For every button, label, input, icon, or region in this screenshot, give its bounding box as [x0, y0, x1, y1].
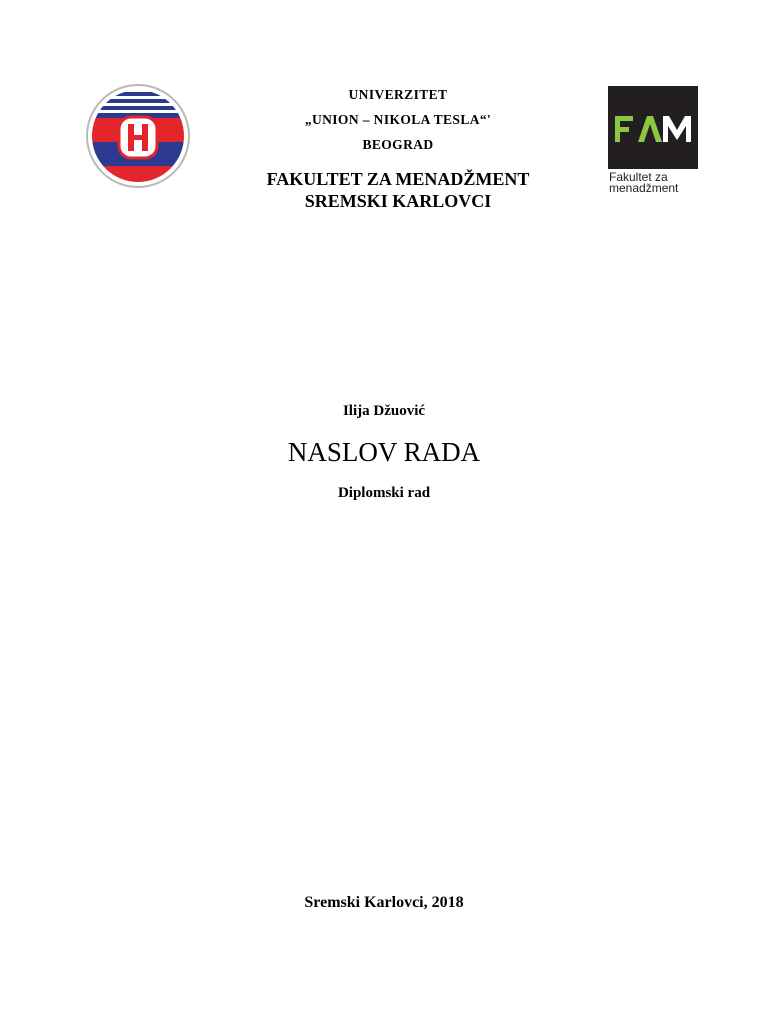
university-city: BEOGRAD	[362, 137, 434, 152]
thesis-type: Diplomski rad	[337, 485, 431, 501]
university-header	[200, 82, 596, 157]
faculty-header	[200, 168, 596, 212]
faculty-name: FAKULTET ZA MENADŽMENT	[266, 169, 530, 189]
fam-caption-line1: Fakultet za	[609, 170, 668, 184]
place-and-year: Sremski Karlovci, 2018	[304, 894, 464, 911]
faculty-location: SREMSKI KARLOVCI	[304, 191, 492, 211]
university-name-line1: UNIVERZITET	[348, 87, 448, 102]
university-emblem-icon	[84, 84, 192, 188]
thesis-title: NASLOV RADA	[287, 437, 481, 467]
fam-logo-icon	[608, 86, 702, 198]
fam-caption-line2: menadžment	[609, 181, 679, 195]
author-name: Ilija Džuović	[342, 403, 426, 419]
fam-logo-caption	[609, 172, 678, 194]
fam-logo-mark	[608, 86, 698, 169]
university-name-line2: „UNION – NIKOLA TESLA“'	[304, 112, 492, 127]
